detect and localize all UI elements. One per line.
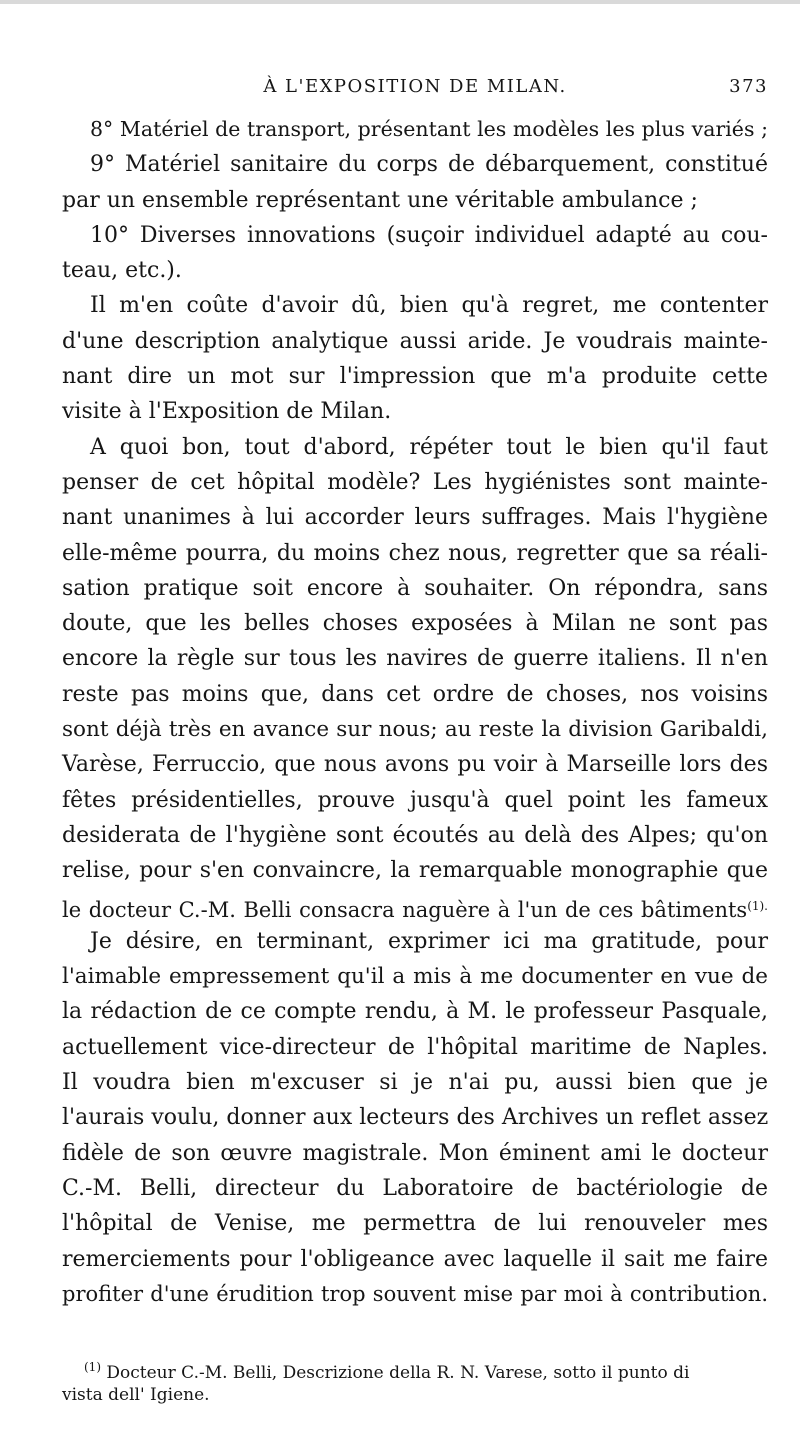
text-line: profiter d'une érudition trop souvent mise par moi à contribution.: [62, 1281, 768, 1306]
text-line: sont déjà très en avance sur nous; au reste la division Garibaldi,: [62, 717, 768, 743]
text-line: encore la règle sur tous les navires de guerre italiens. Il n'en: [62, 646, 768, 672]
text-line: A quoi bon, tout d'abord, répéter tout le bien qu'il faut: [90, 434, 768, 460]
text-line: Il voudra bien m'excuser si je n'ai pu, aussi bien que je: [62, 1070, 768, 1096]
text-line: nant unanimes à lui accorder leurs suffrages. Mais l'hygiène: [62, 505, 768, 531]
footnote-reference: (1).: [747, 898, 768, 913]
text-line: Je désire, en terminant, exprimer ici ma gratitude, pour: [90, 928, 768, 954]
text-line: 8° Matériel de transport, présentant les modèles les plus variés ;: [90, 117, 768, 141]
page-number: 373: [729, 76, 768, 97]
footnote-text: Docteur C.-M. Belli, Descrizione della R. N. Varese, sotto il punto di: [106, 1363, 690, 1383]
text-line: teau, etc.).: [62, 258, 182, 284]
text-line: doute, que les belles choses exposées à Milan ne sont pas: [62, 611, 768, 637]
text-line: Varèse, Ferruccio, que nous avons pu voir à Marseille lors des: [62, 752, 768, 778]
text-line: l'hôpital de Venise, me permettra de lui renouveler mes: [62, 1211, 768, 1237]
page-header: [62, 76, 768, 106]
text-line-content: le docteur C.-M. Belli consacra naguère à l'un de ces bâtiments: [62, 897, 748, 922]
text-line: desiderata de l'hygiène sont écoutés au delà des Alpes; qu'on: [62, 822, 768, 848]
footnote-line: [62, 1353, 768, 1381]
text-line: reste pas moins que, dans cet ordre de choses, nos voisins: [62, 681, 768, 707]
text-line: sation pratique soit encore à souhaiter. On répondra, sans: [62, 575, 768, 601]
text-line: visite à l'Exposition de Milan.: [62, 399, 392, 425]
text-line: l'aimable empressement qu'il a mis à me documenter en vue de: [62, 964, 768, 990]
text-line: nant dire un mot sur l'impression que m'a produite cette: [62, 364, 768, 390]
running-title: À L'EXPOSITION DE MILAN.: [263, 76, 567, 97]
text-line: Il m'en coûte d'avoir dû, bien qu'à regret, me contenter: [90, 293, 768, 319]
text-line: penser de cet hôpital modèle? Les hygiénistes sont mainte-: [62, 469, 768, 495]
text-line: la rédaction de ce compte rendu, à M. le professeur Pasquale,: [62, 999, 768, 1025]
footnote-line: vista dell' Igiene.: [62, 1385, 210, 1405]
text-line: d'une description analytique aussi aride. Je voudrais mainte-: [62, 328, 768, 354]
text-line: remerciements pour l'obligeance avec laquelle il sait me faire: [62, 1246, 768, 1272]
footnote: [62, 1353, 768, 1409]
text-line: fidèle de son œuvre magistrale. Mon éminent ami le docteur: [62, 1140, 768, 1166]
page-edge: [0, 0, 800, 4]
text-line: fêtes présidentielles, prouve jusqu'à quel point les fameux: [62, 787, 768, 813]
text-line: relise, pour s'en convaincre, la remarquable monographie que: [62, 858, 768, 884]
text-line: [62, 889, 768, 924]
text-line: elle-même pourra, du moins chez nous, regretter que sa réali-: [62, 540, 768, 566]
text-line: l'aurais voulu, donner aux lecteurs des Archives un reflet assez: [62, 1105, 769, 1131]
text-line: C.-M. Belli, directeur du Laboratoire de bactériologie de: [62, 1175, 768, 1201]
text-line: 9° Matériel sanitaire du corps de débarquement, constitué: [90, 152, 768, 178]
footnote-marker: (1): [84, 1360, 101, 1374]
text-line: 10° Diverses innovations (suçoir individuel adapté au cou-: [90, 222, 768, 248]
text-line: actuellement vice-directeur de l'hôpital maritime de Naples.: [62, 1034, 768, 1060]
text-line: par un ensemble représentant une véritable ambulance ;: [62, 187, 698, 213]
body-text: [62, 112, 768, 1312]
